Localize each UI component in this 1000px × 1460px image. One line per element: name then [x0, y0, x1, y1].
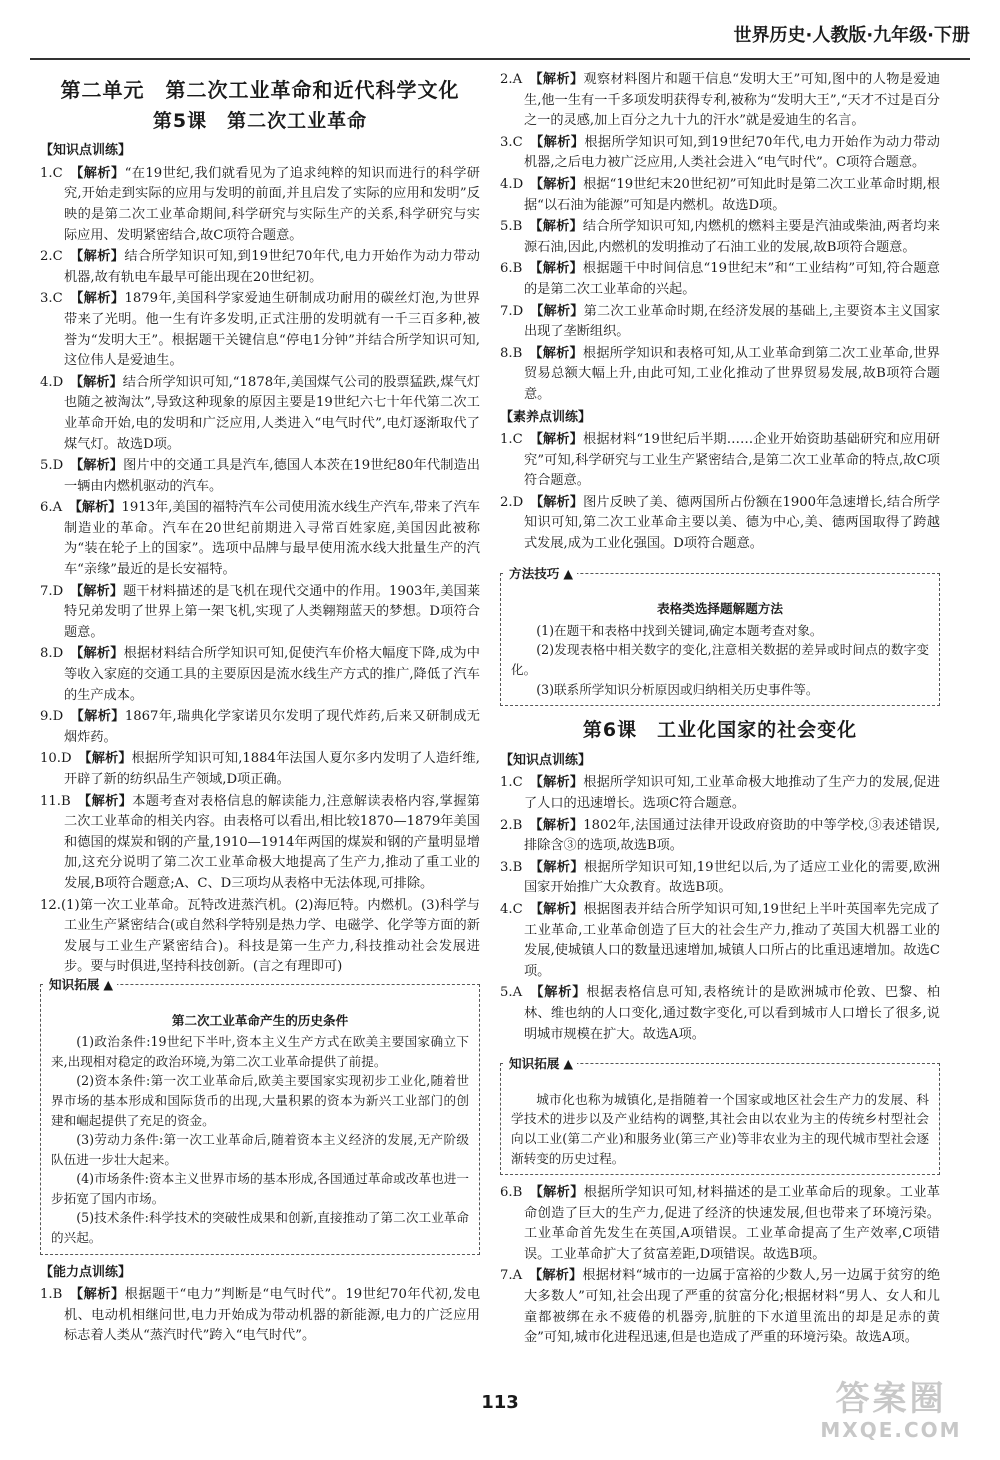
answer-text: 根据所学知识可知,工业革命极大地推动了生产力的发展,促进了人口的迅速增长。选项C符合题意。 — [524, 775, 940, 811]
answer-text: 根据所学知识和表格可知,从工业革命到第二次工业革命,世界贸易总额大幅上升,由此可知,工业化推动了世界贸易发展,故B项符合题意。 — [524, 345, 940, 402]
ability-list-right — [500, 70, 940, 406]
answer-number: 6.A — [40, 500, 76, 516]
answer-number: 7.A — [500, 1268, 536, 1284]
analysis-tag: 【解析】 — [75, 500, 122, 516]
answer-number: 3.C — [40, 291, 77, 307]
box-paragraph: (5)技术条件:科学技术的突破性成果和创新,直接推动了第二次工业革命的兴起。 — [51, 1210, 469, 1246]
answer-number: 2.B — [500, 817, 537, 833]
ability-section-label: 【能力点训练】 — [40, 1264, 132, 1280]
running-header — [733, 14, 970, 54]
analysis-tag: 【解析】 — [536, 176, 584, 192]
answer-text: 根据题干中时间信息“19世纪末”和“工业结构”可知,符合题意的是第二次工业革命的兴起。 — [524, 261, 940, 297]
knowledge-section-label: 【知识点训练】 — [40, 143, 132, 159]
answer-item — [500, 900, 940, 982]
answer-number: 10.D — [40, 751, 85, 767]
answer-number: 9.D — [40, 709, 78, 725]
answer-item — [40, 289, 480, 371]
box-paragraph: (4)市场条件:资本主义世界市场的基本形成,各国通过革命或改革也进一步拓宽了国内市场。 — [51, 1171, 469, 1206]
unit-title: 第二单元 第二次工业革命和近代科学文化 — [60, 78, 460, 102]
answer-number: 4.D — [40, 374, 77, 390]
answer-text: 1802年,法国通过法律开设政府资助的中等学校,③表述错误,排除含③的选项,故选B项。 — [524, 817, 940, 854]
analysis-tag: 【解析】 — [76, 583, 124, 599]
method-tips-paras — [511, 621, 929, 699]
answer-item — [500, 1183, 940, 1265]
answer-number: 8.B — [500, 345, 536, 361]
literacy-list — [500, 430, 940, 555]
answer-text: 图片反映了美、德两国所占份额在1900年急速增长,结合所学知识可知,第二次工业革命主要以美、德为中心,美、德两国取得了跨越式发展,成为工业化强国。D项符合题意。 — [524, 494, 940, 552]
analysis-tag: 【解析】 — [76, 374, 123, 390]
analysis-tag: 【解析】 — [76, 458, 124, 474]
analysis-tag: 【解析】 — [76, 1287, 125, 1303]
analysis-tag: 【解析】 — [536, 432, 583, 448]
answer-number: 5.D — [40, 458, 77, 474]
box-paragraph: (1)在题干和表格中找到关键词,确定本题考查对象。 — [536, 622, 823, 638]
knowledge-extension-title: 第二次工业革命产生的历史条件 — [171, 1012, 349, 1028]
analysis-tag: 【解析】 — [535, 345, 583, 361]
answer-number: 1.C — [500, 432, 537, 448]
analysis-tag: 【解析】 — [536, 1185, 584, 1201]
answer-text: 根据材料“19世纪后半期……企业开始资助基础研究和应用研究”可知,科学研究与工业生产紧密结合,是第二次工业革命的特点,故C项符合题意。 — [524, 432, 940, 489]
analysis-tag: 【解析】 — [536, 901, 584, 917]
speaker-icon: ▲ — [563, 1056, 574, 1072]
answer-number: 3.C — [500, 134, 537, 150]
method-tips-title: 表格类选择题解题方法 — [657, 601, 783, 617]
answer-item — [500, 493, 940, 555]
answer-item — [500, 430, 940, 492]
answer-text: 结合所学知识可知,“1878年,美国煤气公司的股票猛跌,煤气灯也随之被淘汰”,导致这种现象的原因主要是19世纪六七十年代第二次工业革命开始,电的发明和广泛应用,人类进入“电气时代”,电灯逐渐取代了煤气灯。故选D项。 — [64, 374, 481, 452]
answer-item — [40, 373, 480, 455]
answer-text: 根据材料结合所学知识可知,促使汽车价格大幅度下降,成为中等收入家庭的交通工具的主要原因是流水线生产方式的推广,降低了汽车的生产成本。 — [64, 646, 480, 703]
box-paragraph: 城市化也称为城镇化,是指随着一个国家或地区社会生产力的发展、科学技术的进步以及产业结构的调整,其社会由以农业为主的传统乡村型社会向以工业(第二产业)和服务业(第三产业)等非农业为主的现代城市型社会逐渐转变的历史过程。 — [511, 1091, 929, 1166]
knowledge-extension-paras — [51, 1032, 469, 1248]
answer-number: 3.B — [500, 859, 537, 875]
answer-text: 结合所学知识可知,内燃机的燃料主要是汽油或柴油,两者均来源石油,因此,内燃机的发明推动了石油工业的发展,故B项符合题意。 — [524, 219, 940, 255]
analysis-tag: 【解析】 — [84, 793, 133, 809]
right-column — [500, 70, 940, 1350]
analysis-tag: 【解析】 — [536, 985, 587, 1001]
lesson6-extension-paras — [511, 1090, 929, 1168]
answer-number: 11.B — [40, 793, 85, 809]
answer-number: 7.D — [40, 583, 77, 599]
speaker-icon: ▲ — [563, 565, 574, 581]
answer-text: 第二次工业革命时期,在经济发展的基础上,主要资本主义国家出现了垄断组织。 — [524, 303, 940, 340]
knowledge-extension-label: 知识拓展 ▲ — [45, 975, 117, 995]
answer-text: 图片中的交通工具是汽车,德国人本茨在19世纪80年代制造出一辆由内燃机驱动的汽车。 — [64, 458, 480, 494]
answer-number: 2.A — [500, 72, 536, 87]
answer-number: 6.B — [500, 261, 536, 277]
answer-number: 5.A — [500, 985, 537, 1001]
lesson5-knowledge-list — [40, 164, 480, 978]
method-tips-label: 方法技巧 ▲ — [505, 564, 577, 584]
box-paragraph: (2)发现表格中相关数字的变化,注意相关数据的差异或时间点的数字变化。 — [511, 642, 929, 678]
analysis-tag: 【解析】 — [76, 165, 125, 181]
answer-item — [500, 344, 940, 406]
answer-text: 根据材料“城市的一边属于富裕的少数人,另一边属于贫穷的绝大多数人”可知,社会出现了严重的贫富分化;根据材料“男人、女人和儿童都被绑在永不疲倦的机器旁,肮脏的下水道里流出的却是足赤的黄金”可知,城市化进程迅速,但是也造成了严重的环境污染。故选A项。 — [524, 1268, 941, 1346]
watermark-logo — [806, 1376, 976, 1446]
answer-item — [500, 858, 940, 899]
header-title: 世界历史·人教版·九年级·下册 — [733, 25, 970, 46]
lesson6-extension-label: 知识拓展 ▲ — [505, 1054, 577, 1074]
answer-text: 1867年,瑞典化学家诺贝尔发明了现代炸药,后来又研制成无烟炸药。 — [64, 709, 480, 745]
answer-number: 4.C — [500, 901, 537, 917]
answer-item — [500, 1266, 940, 1348]
answer-item — [40, 247, 480, 288]
answer-item — [40, 164, 480, 246]
analysis-tag: 【解析】 — [536, 817, 584, 833]
answer-number: 6.B — [500, 1185, 537, 1201]
answer-text: 题干材料描述的是飞机在现代交通中的作用。1903年,美国莱特兄弟发明了世界上第一架飞机,实现了人类翱翔蓝天的梦想。D项符合题意。 — [64, 583, 480, 640]
page-number: 113 — [481, 1392, 519, 1413]
answer-number: 1.C — [40, 165, 77, 181]
answer-text: 1879年,美国科学家爱迪生研制成功耐用的碳丝灯泡,为世界带来了光明。他一生有许多发明,正式注册的发明就有一千三百多种,被誉为“发明大王”。根据题干关键信息“停电1分钟”并结合所学知识可知,这位伟人是爱迪生。 — [64, 291, 480, 369]
ability-list-left — [40, 1285, 480, 1347]
answer-item — [40, 707, 480, 748]
analysis-tag: 【解析】 — [76, 249, 125, 265]
answer-number: 4.D — [500, 176, 537, 192]
answer-text: 根据题干“电力”判断是“电气时代”。19世纪70年代初,发电机、电动机相继问世,电力开始成为带动机器的新能源,电力的广泛应用标志着人类从“蒸汽时代”跨入“电气时代”。 — [64, 1287, 481, 1344]
answer-item — [40, 896, 480, 978]
answer-text: (1)第一次工业革命。瓦特改进蒸汽机。(2)海厄特。内燃机。(3)科学与工业生产紧密结合(或自然科学特别是热力学、电磁学、化学等方面的新发展与工业生产紧密结合)。科技是第一生产力,科技推动社会发展进步。要与时俱进,坚持科技创新。(言之有理即可) — [60, 897, 480, 975]
analysis-tag: 【解析】 — [77, 709, 125, 725]
answer-number: 1.C — [500, 775, 537, 791]
lesson6-knowledge-label: 【知识点训练】 — [500, 752, 592, 768]
answer-text: 结合所学知识可知,到19世纪70年代,电力开始作为动力带动机器,故有轨电车最早可能出现在20世纪初。 — [64, 249, 480, 285]
answer-item — [500, 302, 940, 343]
answer-text: 本题考查对表格信息的解读能力,注意解读表格内容,掌握第二次工业革命的相关内容。由表格可以看出,相比较1870—1879年美国和德国的煤炭和钢的产量,1910—1914年两国的煤炭和钢的产量明显增加,这充分说明了第二次工业革命极大地提高了生产力,推动了重工业的发展,B项符合题意;A、C、D三项均从表格中无法体现,可排除。 — [64, 793, 480, 891]
answer-text: 观察材料图片和题干信息“发明大王”可知,图中的人物是爱迪生,他一生有一千多项发明获得专利,被称为“发明大王”,“天才不过是百分之一的灵感,加上百分之九十九的汗水”就是爱迪生的名言。 — [524, 72, 941, 129]
answer-number: 2.C — [40, 249, 77, 265]
left-column — [40, 70, 480, 1348]
lesson6-title: 第6课 工业化国家的社会变化 — [582, 719, 858, 742]
answer-item — [40, 498, 480, 580]
box-paragraph: (2)资本条件:第一次工业革命后,欧美主要国家实现初步工业化,随着世界市场的基本形成和国际货币的出现,大量积累的资本为新兴工业部门的创建和崛起提供了充足的资金。 — [51, 1073, 469, 1128]
answer-number: 5.B — [500, 219, 536, 235]
analysis-tag: 【解析】 — [535, 72, 584, 87]
box-paragraph: (3)联系所学知识分析原因或归纳相关历史事件等。 — [536, 681, 819, 697]
analysis-tag: 【解析】 — [536, 303, 584, 319]
box-paragraph: (1)政治条件:19世纪下半叶,资本主义生产方式在欧美主要国家确立下来,出现相对稳定的政治环境,为第二次工业革命提供了前提。 — [51, 1034, 469, 1069]
answer-text: 根据表格信息可知,表格统计的是欧洲城市伦敦、巴黎、柏林、维也纳的人口变化,通过数字变化,可以看到城市人口增长了很多,说明城市规模在扩大。故选A项。 — [524, 985, 940, 1042]
analysis-tag: 【解析】 — [535, 219, 583, 235]
answer-number: 12. — [40, 897, 61, 913]
answer-text: 根据“19世纪末20世纪初”可知此时是第二次工业革命时期,根据“以石油为能源”可知是内燃机。故选D项。 — [524, 176, 940, 213]
watermark-main: 答案圈 — [835, 1379, 947, 1419]
answer-item — [500, 983, 940, 1045]
analysis-tag: 【解析】 — [76, 646, 124, 662]
lesson6-extension-box — [500, 1056, 940, 1175]
answer-item — [500, 133, 940, 174]
answer-item — [40, 582, 480, 644]
lesson6-knowledge-list-2 — [500, 1183, 940, 1349]
answer-item — [500, 175, 940, 216]
answer-item — [500, 259, 940, 300]
answer-number: 1.B — [40, 1287, 77, 1303]
analysis-tag: 【解析】 — [536, 494, 584, 510]
analysis-tag: 【解析】 — [76, 291, 125, 307]
answer-text: 根据所学知识可知,1884年法国人夏尔多内发明了人造纤维,开辟了新的纺织品生产领域,D项正确。 — [64, 751, 481, 787]
analysis-tag: 【解析】 — [536, 859, 584, 875]
answer-text: 根据图表并结合所学知识可知,19世纪上半叶英国率先完成了工业革命,工业革命创造了巨大的社会生产力,推动了英国大机器工业的发展,使城镇人口的数量迅速增加,城镇人口所占的比重迅速增加。故选C项。 — [524, 901, 940, 979]
answer-item — [500, 773, 940, 814]
knowledge-extension-box — [40, 976, 480, 1255]
analysis-tag: 【解析】 — [536, 775, 584, 791]
answer-item — [40, 456, 480, 497]
answer-item — [500, 816, 940, 857]
answer-number: 7.D — [500, 303, 537, 319]
method-tips-box — [500, 565, 940, 707]
answer-text: “在19世纪,我们就看见为了追求纯粹的知识而进行的科学研究,开始走到实际的应用与发明的前面,并且启发了实际的应用和发明”反映的是第二次工业革命期间,科学研究与实际生产的关系,科学研究与实际应用、发明紧密结合,故C项符合题意。 — [64, 165, 480, 243]
literacy-section-label: 【素养点训练】 — [500, 409, 592, 425]
answer-text: 根据所学知识可知,到19世纪70年代,电力开始作为动力带动机器,之后电力被广泛应用,人类社会进入“电气时代”。C项符合题意。 — [524, 134, 940, 171]
answer-text: 根据所学知识可知,材料描述的是工业革命后的现象。工业革命创造了巨大的生产力,促进了经济的快速发展,但也带来了环境污染。工业革命首先发生在英国,A项错误。工业革命提高了生产效率,C项错误。工业革命扩大了贫富差距,D项错误。故选B项。 — [524, 1185, 940, 1262]
watermark-sub: MXQE.COM — [820, 1418, 962, 1442]
answer-number: 8.D — [40, 646, 77, 662]
answer-item — [40, 644, 480, 706]
answer-text: 根据所学知识可知,19世纪以后,为了适应工业化的需要,欧洲国家开始推广大众教育。故选B项。 — [524, 859, 940, 896]
box-paragraph: (3)劳动力条件:第一次工业革命后,随着资本主义经济的发展,无产阶级队伍进一步壮大起来。 — [51, 1132, 469, 1167]
answer-item — [40, 792, 480, 895]
header-rule — [30, 58, 970, 60]
lesson5-title: 第5课 第二次工业革命 — [152, 109, 368, 132]
answer-text: 1913年,美国的福特汽车公司使用流水线生产汽车,带来了汽车制造业的革命。汽车在20世纪前期进入寻常百姓家庭,美国因此被称为“装在轮子上的国家”。选项中品牌与最早使用流水线大批量生产的汽车“亲缘”最近的是长安福特。 — [64, 500, 481, 578]
analysis-tag: 【解析】 — [535, 1268, 583, 1284]
answer-number: 2.D — [500, 494, 537, 510]
answer-item — [500, 70, 940, 132]
analysis-tag: 【解析】 — [535, 261, 583, 277]
lesson6-knowledge-list — [500, 773, 940, 1045]
answer-item — [500, 217, 940, 258]
analysis-tag: 【解析】 — [536, 134, 585, 150]
analysis-tag: 【解析】 — [85, 751, 132, 767]
answer-item — [40, 749, 480, 790]
answer-item — [40, 1285, 480, 1347]
speaker-icon: ▲ — [103, 976, 114, 992]
